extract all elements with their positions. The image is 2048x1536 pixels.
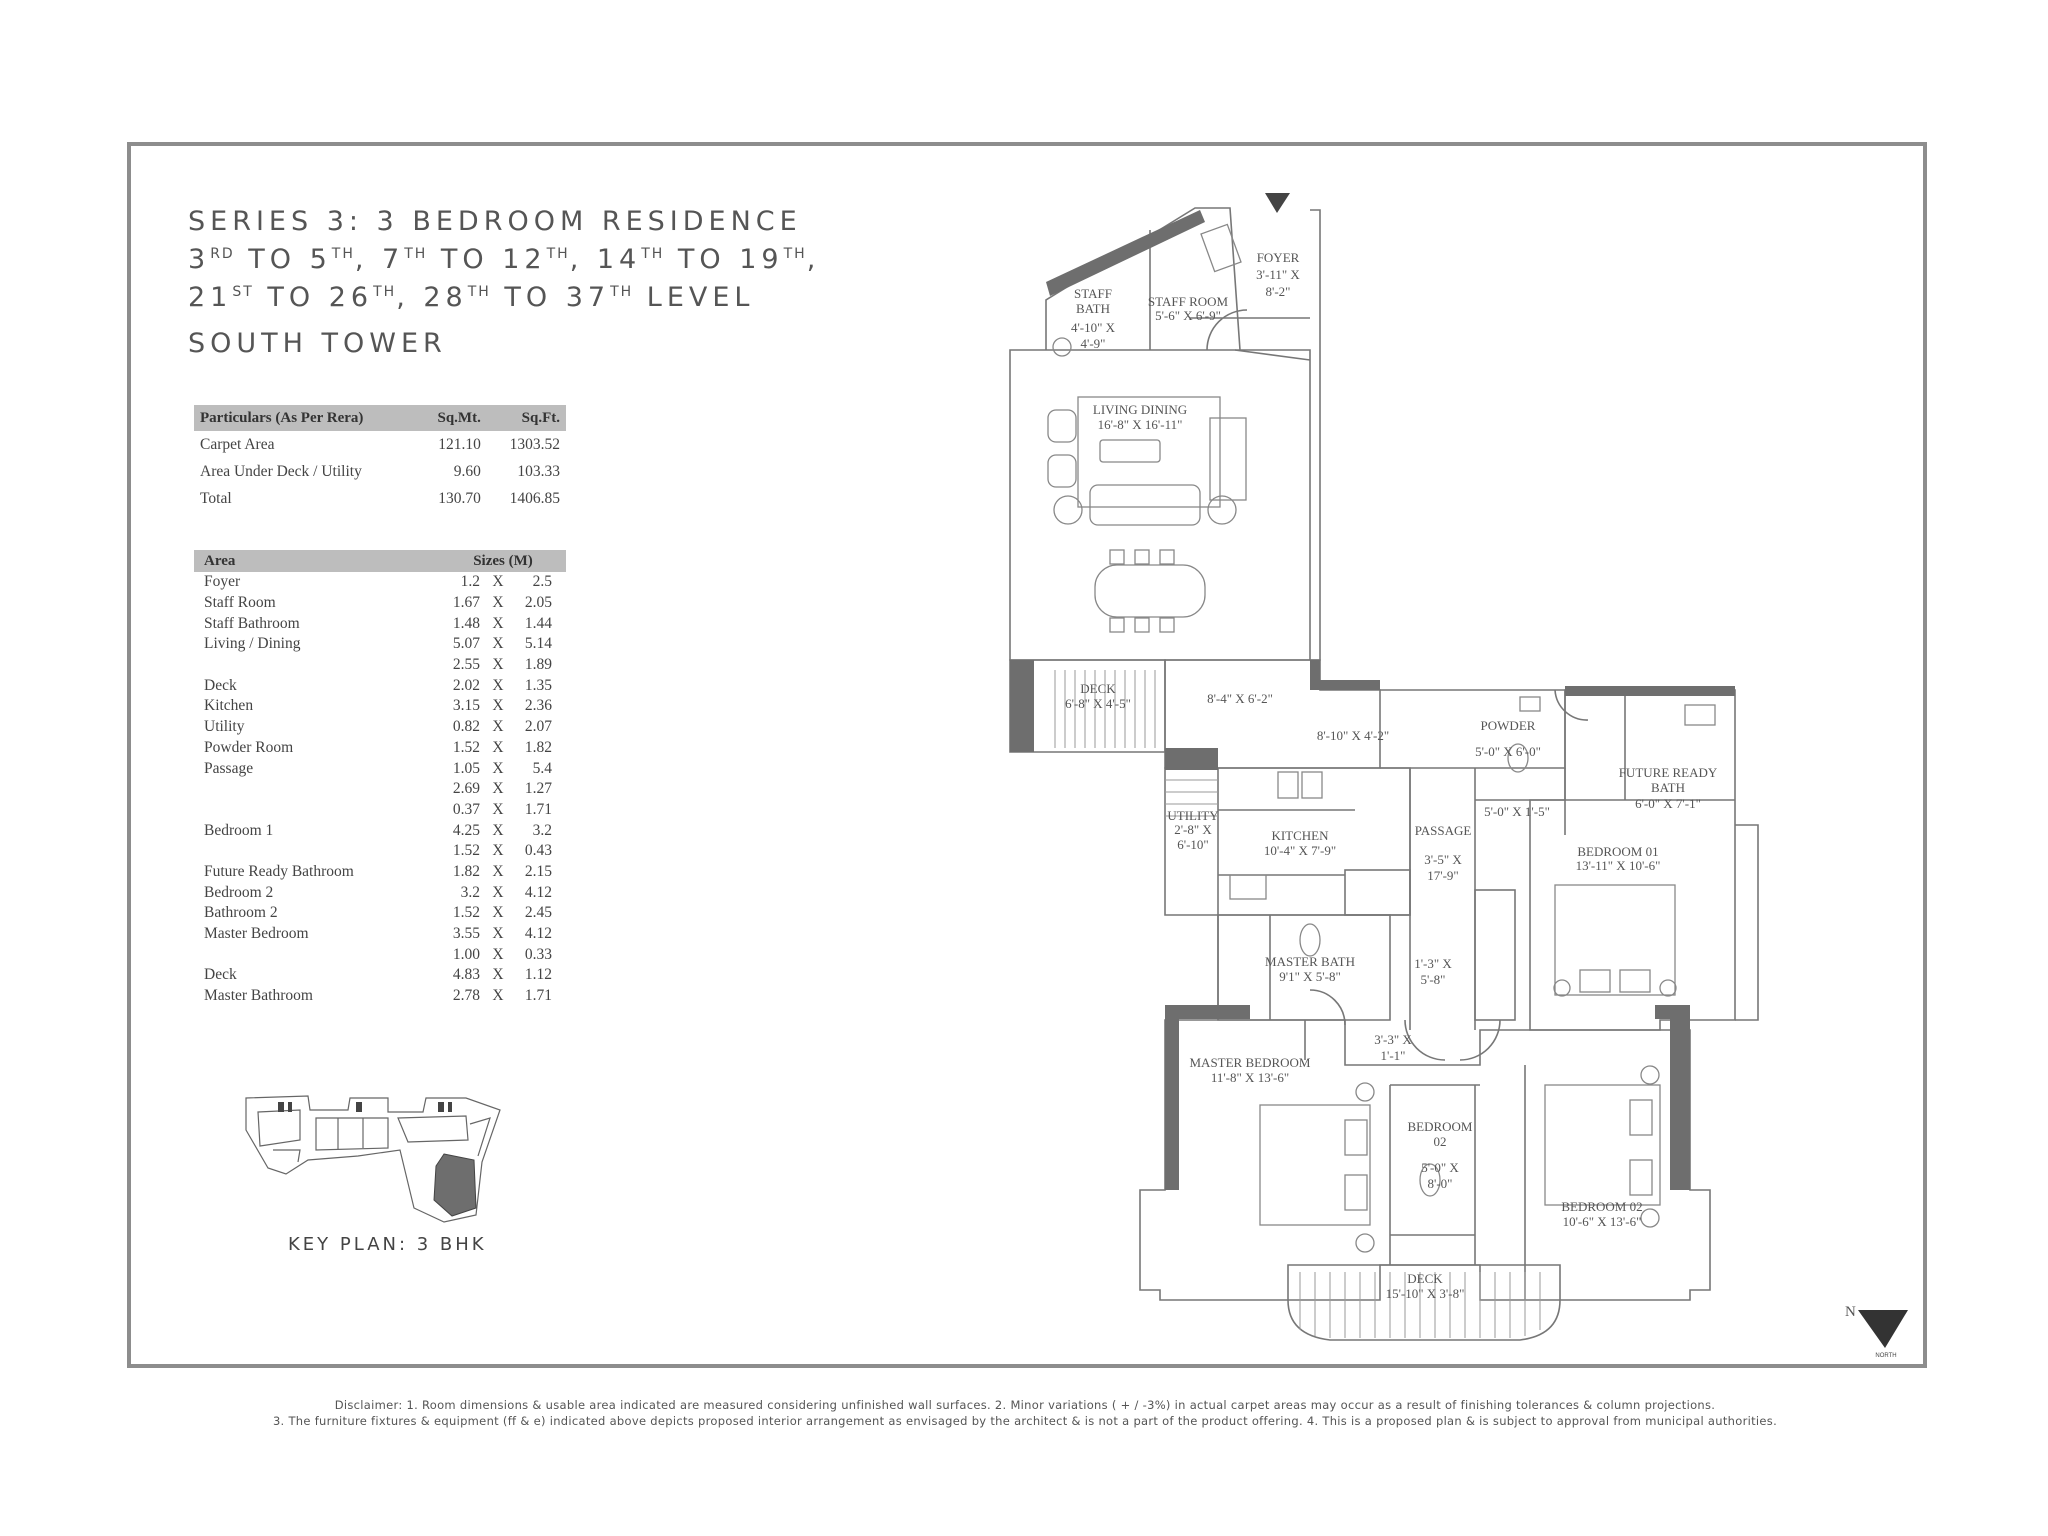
table-cell: 1.71 bbox=[524, 987, 552, 1005]
room-label: BEDROOM 01 bbox=[1577, 844, 1659, 859]
table-cell: X bbox=[492, 656, 504, 674]
table-cell: 5.14 bbox=[524, 635, 552, 653]
table-cell: X bbox=[492, 842, 504, 860]
foyer-wall bbox=[1310, 210, 1320, 660]
table-cell: 1303.52 bbox=[509, 435, 560, 453]
table-cell: Passage bbox=[204, 759, 254, 777]
table-cell: X bbox=[492, 821, 504, 839]
dimension-label: 8'-10" X 4'-2" bbox=[1316, 728, 1390, 743]
room-label: 16'-8" X 16'-11" bbox=[1097, 417, 1183, 432]
table-cell: X bbox=[492, 718, 504, 736]
key-plan-label: KEY PLAN: 3 BHK bbox=[288, 1234, 487, 1255]
table-cell: Future Ready Bathroom bbox=[204, 862, 354, 880]
table-cell: 1.12 bbox=[524, 966, 552, 984]
table-cell: 4.83 bbox=[452, 966, 480, 984]
dimension-label: 5'-8" bbox=[1420, 972, 1446, 987]
table-cell: 3.55 bbox=[452, 925, 480, 943]
table-cell: 2.15 bbox=[524, 862, 552, 880]
room-label: 17'-9" bbox=[1427, 868, 1459, 883]
table-cell: X bbox=[492, 676, 504, 694]
room-label: MASTER BEDROOM bbox=[1189, 1055, 1311, 1070]
table-cell: 1.52 bbox=[452, 842, 480, 860]
table-cell: 4.12 bbox=[524, 925, 552, 943]
table-cell: Living / Dining bbox=[204, 635, 301, 653]
table-cell: X bbox=[492, 635, 504, 653]
tower-subtitle: SOUTH TOWER bbox=[188, 328, 447, 359]
table-cell: Bedroom 1 bbox=[204, 821, 274, 839]
table-cell: 2.55 bbox=[452, 656, 480, 674]
table-cell: 3.15 bbox=[452, 697, 480, 715]
north-letter: N bbox=[1845, 1304, 1856, 1320]
table-cell: Carpet Area bbox=[200, 435, 275, 453]
room-label: 4'-10" X bbox=[1070, 320, 1116, 335]
table-cell: X bbox=[492, 800, 504, 818]
table-cell: 1.82 bbox=[524, 738, 552, 756]
dimension-label: 5'-0" X 1'-5" bbox=[1484, 804, 1550, 819]
room-label: 9'1" X 5'-8" bbox=[1279, 969, 1341, 984]
staff-wing-wall bbox=[1046, 210, 1205, 296]
north-arrow-icon bbox=[1858, 1310, 1908, 1348]
room-label: PASSAGE bbox=[1414, 823, 1472, 838]
room-label: BEDROOM 02 bbox=[1561, 1199, 1643, 1214]
room-label: BATH bbox=[1651, 780, 1685, 795]
table-cell: 2.02 bbox=[452, 676, 480, 694]
room-label: 8'-2" bbox=[1265, 284, 1291, 299]
table-cell: Kitchen bbox=[204, 697, 254, 715]
room-label: UTILITY bbox=[1167, 808, 1219, 823]
table-cell: X bbox=[492, 862, 504, 880]
table-cell: 1406.85 bbox=[509, 489, 560, 507]
table-cell: 130.70 bbox=[438, 489, 481, 507]
table-cell: 0.82 bbox=[452, 718, 480, 736]
table-cell: 1.52 bbox=[452, 738, 480, 756]
table-cell: 103.33 bbox=[517, 462, 560, 480]
room-label: 11'-8" X 13'-6" bbox=[1210, 1070, 1290, 1085]
table-cell: 1.2 bbox=[460, 573, 480, 591]
room-label: 15'-10" X 3'-8" bbox=[1385, 1286, 1465, 1301]
table-cell: 1.35 bbox=[524, 676, 552, 694]
table-cell: 1.44 bbox=[524, 614, 552, 632]
room-label: 3'-11" X bbox=[1256, 267, 1300, 282]
table-cell: 9.60 bbox=[453, 462, 481, 480]
table-cell: 1.67 bbox=[452, 594, 480, 612]
disclaimer-line-1: Disclaimer: 1. Room dimensions & usable area indicated are measured considering unfinished wall surfaces. 2. Minor variations ( + / -3%) in actual carpet areas may occur as a result of finishing tolerances & column projections. bbox=[334, 1398, 1716, 1412]
table-cell: Utility bbox=[204, 718, 245, 736]
title-line-1: SERIES 3: 3 BEDROOM RESIDENCE bbox=[188, 206, 802, 237]
room-label: 4'-9" bbox=[1080, 336, 1106, 351]
table-cell: 0.37 bbox=[452, 800, 480, 818]
room-label: DECK bbox=[1080, 681, 1116, 696]
room-label: MASTER BATH bbox=[1265, 954, 1355, 969]
table-header: Area bbox=[194, 550, 410, 572]
room-label: 13'-11" X 10'-6" bbox=[1575, 858, 1661, 873]
table-cell: 5.4 bbox=[532, 759, 552, 777]
table-cell: X bbox=[492, 738, 504, 756]
disclaimer-line-2: 3. The furniture fixtures & equipment (ff & e) indicated above depicts proposed interior arrangement as envisaged by the architect & is not a part of the product offering. 4. This is a proposed plan & is subject to approval from municipal authorities. bbox=[272, 1414, 1778, 1428]
table-cell: Master Bedroom bbox=[204, 925, 309, 943]
room-label: BEDROOM bbox=[1407, 1119, 1473, 1134]
table-cell: X bbox=[492, 883, 504, 901]
table-cell: 1.05 bbox=[452, 759, 480, 777]
table-cell: X bbox=[492, 925, 504, 943]
table-cell: Staff Room bbox=[204, 594, 276, 612]
table-cell: X bbox=[492, 697, 504, 715]
room-label: STAFF bbox=[1074, 286, 1112, 301]
entry-arrow-icon bbox=[1265, 193, 1290, 213]
table-cell: 5.07 bbox=[452, 635, 480, 653]
room-label: 8'-0" bbox=[1427, 1176, 1453, 1191]
table-cell: Total bbox=[200, 489, 232, 507]
dimension-label: 1'-3" X bbox=[1414, 956, 1452, 971]
table-cell: 2.69 bbox=[452, 780, 480, 798]
table-cell: 2.36 bbox=[524, 697, 552, 715]
dimension-label: 8'-4" X 6'-2" bbox=[1207, 691, 1273, 706]
room-label: 10'-6" X 13'-6" bbox=[1562, 1214, 1642, 1229]
room-label: 5'-6" X 6'-9" bbox=[1155, 308, 1221, 323]
room-label: 3'-5" X bbox=[1424, 852, 1462, 867]
table-header: Sizes (M) bbox=[410, 550, 566, 572]
table-cell: 3.2 bbox=[532, 821, 552, 839]
table-cell: Deck bbox=[204, 676, 237, 694]
table-cell: Foyer bbox=[204, 573, 241, 591]
room-label: KITCHEN bbox=[1271, 828, 1329, 843]
table-cell: Master Bathroom bbox=[204, 987, 313, 1005]
table-cell: 0.33 bbox=[524, 945, 552, 963]
title-line-2: 3RD TO 5TH, 7TH TO 12TH, 14TH TO 19TH, bbox=[188, 244, 821, 275]
room-label: STAFF ROOM bbox=[1147, 294, 1229, 309]
table-cell: 121.10 bbox=[438, 435, 481, 453]
table-cell: X bbox=[492, 614, 504, 632]
table-cell: X bbox=[492, 780, 504, 798]
table-cell: 0.43 bbox=[524, 842, 552, 860]
table-header: Sq.Mt. bbox=[417, 405, 487, 431]
table-cell: 1.00 bbox=[452, 945, 480, 963]
table-cell: Powder Room bbox=[204, 738, 294, 756]
table-cell: X bbox=[492, 904, 504, 922]
table-cell: 2.78 bbox=[452, 987, 480, 1005]
room-label: BATH bbox=[1076, 301, 1110, 316]
table-cell: 1.27 bbox=[524, 780, 552, 798]
table-cell: X bbox=[492, 759, 504, 777]
room-label: 5'-0" X 6'-0" bbox=[1475, 744, 1541, 759]
room-label: DECK bbox=[1407, 1271, 1443, 1286]
table-cell: 3.2 bbox=[460, 883, 480, 901]
table-cell: 1.48 bbox=[452, 614, 480, 632]
room-label: 02 bbox=[1433, 1134, 1447, 1149]
table-cell: X bbox=[492, 573, 504, 591]
table-cell: 2.07 bbox=[524, 718, 552, 736]
room-label: 10'-4" X 7'-9" bbox=[1263, 843, 1337, 858]
room-label: 6'-8" X 4'-5" bbox=[1065, 696, 1131, 711]
table-cell: 1.89 bbox=[524, 656, 552, 674]
north-label: NORTH bbox=[1875, 1353, 1897, 1359]
dimension-label: 1'-1" bbox=[1380, 1048, 1406, 1063]
table-cell: Area Under Deck / Utility bbox=[200, 462, 362, 480]
table-cell: Bedroom 2 bbox=[204, 883, 274, 901]
room-label: 6'-0" X 7'-1" bbox=[1635, 796, 1701, 811]
table-cell: X bbox=[492, 987, 504, 1005]
table-cell: 2.5 bbox=[532, 573, 552, 591]
table-cell: 1.82 bbox=[452, 862, 480, 880]
table-cell: X bbox=[492, 945, 504, 963]
room-label: POWDER bbox=[1480, 718, 1536, 733]
table-cell: 2.45 bbox=[524, 904, 552, 922]
table-cell: 1.71 bbox=[524, 800, 552, 818]
table-cell: X bbox=[492, 966, 504, 984]
room-label: 2'-8" X bbox=[1174, 822, 1212, 837]
room-label: 5'-0" X bbox=[1421, 1160, 1459, 1175]
table-cell: Staff Bathroom bbox=[204, 614, 300, 632]
table-cell: X bbox=[492, 594, 504, 612]
room-label: LIVING DINING bbox=[1092, 402, 1188, 417]
table-cell: Bathroom 2 bbox=[204, 904, 278, 922]
table-header: Sq.Ft. bbox=[487, 405, 566, 431]
table-cell: 1.52 bbox=[452, 904, 480, 922]
room-label: FOYER bbox=[1256, 250, 1300, 265]
table-cell: 2.05 bbox=[524, 594, 552, 612]
room-label: FUTURE READY bbox=[1618, 765, 1718, 780]
dimension-label: 3'-3" X bbox=[1374, 1032, 1412, 1047]
table-cell: Deck bbox=[204, 966, 237, 984]
table-cell: 4.12 bbox=[524, 883, 552, 901]
title-line-3: 21ST TO 26TH, 28TH TO 37TH LEVEL bbox=[188, 282, 755, 313]
table-header: Particulars (As Per Rera) bbox=[194, 405, 417, 431]
north-arrow bbox=[1845, 1304, 1908, 1359]
table-cell: 4.25 bbox=[452, 821, 480, 839]
room-label: 6'-10" bbox=[1177, 837, 1209, 852]
